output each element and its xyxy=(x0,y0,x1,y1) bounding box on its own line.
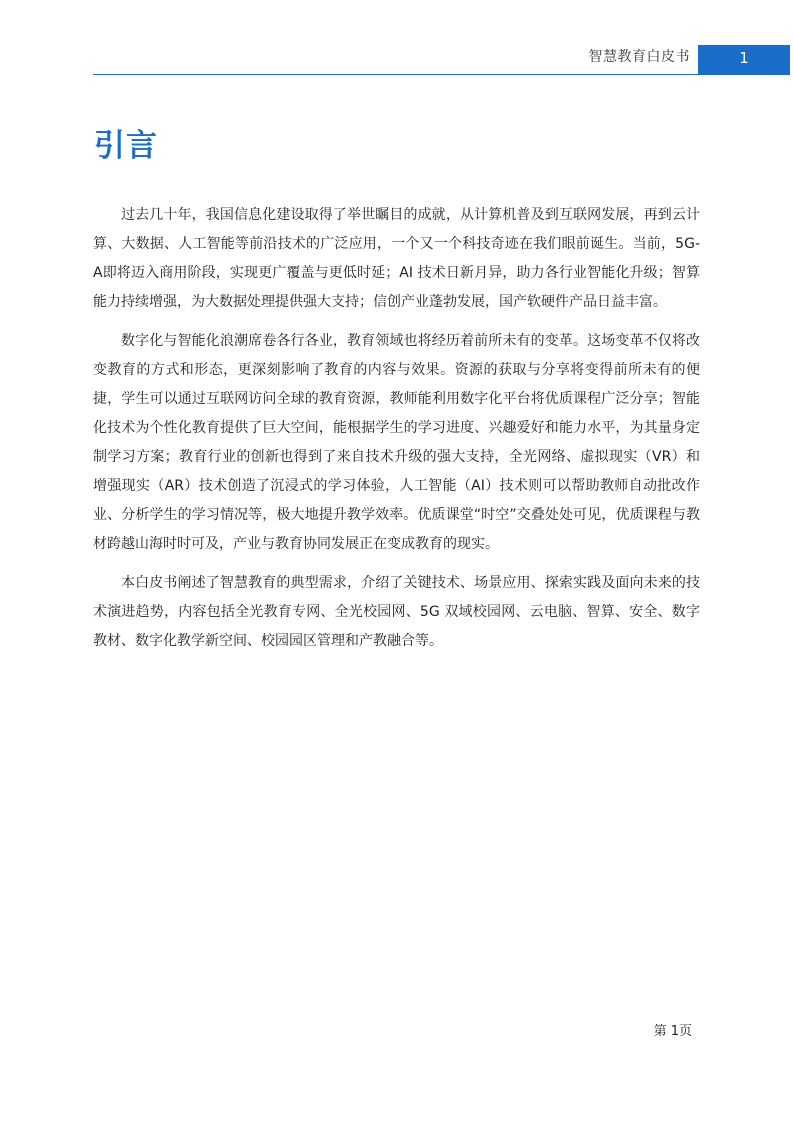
section-title: 引言 xyxy=(94,128,158,164)
footer-page-number: 第 1页 xyxy=(653,1024,692,1039)
paragraph-2: 数字化与智能化浪潮席卷各行各业，教育领域也将经历着前所未有的变革。这场变革不仅将改变教育的方式和形态，更深刻影响了教育的内容与效果。资源的获取与分享将变得前所未有的便捷，学生可以通过互联网访问全球的教育资源，教师能利用数字化平台将优质课程广泛分享；智能化技术为个性化教育提供了巨大空间，能根据学生的学习进度、兴趣爱好和能力水平，为其量身定制学习方案；教育行业的创新也得到了来自技术升级的强大支持，全光网络、虚拟现实（VR）和增强现实（AR）技术创造了沉浸式的学习体验，人工智能（AI）技术则可以帮助教师自动批改作业、分析学生的学习情况等，极大地提升教学效率。优质课堂“时空”交叠处处可见，优质课程与教材跨越山海时时可及，产业与教育协同发展正在变成教育的现实。 xyxy=(93,333,700,552)
paragraph-3: 本白皮书阐述了智慧教育的典型需求，介绍了关键技术、场景应用、探索实践及面向未来的技术演进趋势，内容包括全光教育专网、全光校园网、5G 双域校园网、云电脑、智算、安全、数字教材、数字化教学新空间、校园园区管理和产教融合等。 xyxy=(93,575,700,649)
paragraph-1: 过去几十年，我国信息化建设取得了举世瞩目的成就，从计算机普及到互联网发展，再到云计算、大数据、人工智能等前沿技术的广泛应用，一个又一个科技奇迹在我们眼前诞生。当前，5G-A即将迈入商用阶段，实现更广覆盖与更低时延；AI 技术日新月异，助力各行业智能化升级；智算能力持续增强，为大数据处理提供强大支持；信创产业蓬勃发展，国产软硬件产品日益丰富。 xyxy=(93,207,700,310)
body-text xyxy=(93,201,700,666)
header-divider xyxy=(93,74,790,75)
header-page-number: 1 xyxy=(698,45,790,75)
running-header-title: 智慧教育白皮书 xyxy=(588,49,690,65)
